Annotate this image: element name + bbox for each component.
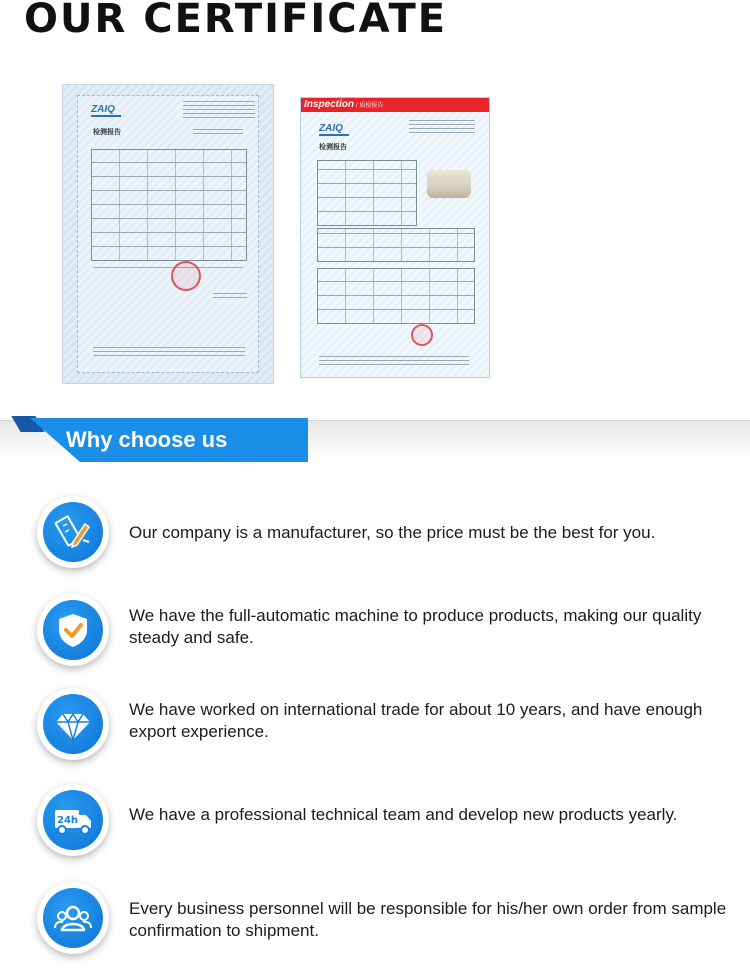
certificate-logo: ZAIQ bbox=[91, 103, 121, 117]
shoe-sample-photo bbox=[427, 170, 471, 198]
certificate-report-title: 检测报告 bbox=[319, 144, 347, 151]
diamond-icon bbox=[43, 694, 103, 754]
certificate-address-lines bbox=[183, 101, 255, 121]
certificate-footer-lines bbox=[93, 347, 245, 359]
feature-icon-badge bbox=[37, 594, 109, 666]
feature-icon-badge bbox=[37, 496, 109, 568]
feature-text: We have a professional technical team and develop new products yearly. bbox=[129, 805, 678, 824]
certificate-results-table bbox=[91, 149, 247, 261]
feature-item-technical-team bbox=[0, 780, 750, 860]
delivery-24h-icon bbox=[43, 790, 103, 850]
inspection-banner-subtitle: / 质检报告 bbox=[356, 103, 384, 109]
feature-text: Every business personnel will be responsible for his/her own order from sample confirmation to shipment. bbox=[129, 899, 727, 940]
certificate-stamp bbox=[411, 324, 433, 346]
feature-text: Our company is a manufacturer, so the price must be the best for you. bbox=[129, 523, 656, 542]
shield-check-icon bbox=[43, 600, 103, 660]
section-title: Why choose us bbox=[66, 427, 228, 452]
certificate-sample-table bbox=[317, 160, 417, 226]
certificate-stamp bbox=[171, 261, 201, 291]
certificate-results-table bbox=[317, 268, 475, 324]
certificate-report-title: 检测报告 bbox=[93, 129, 121, 136]
pencil-ruler-icon bbox=[43, 502, 103, 562]
feature-text: We have worked on international trade for about 10 years, and have enough export experience. bbox=[129, 700, 703, 741]
feature-icon-badge bbox=[37, 882, 109, 954]
feature-item-price bbox=[0, 492, 750, 572]
feature-icon-badge bbox=[37, 688, 109, 760]
page-title: OUR CERTIFICATE bbox=[24, 0, 448, 42]
inspection-banner-title: Inspection bbox=[304, 99, 355, 110]
certificate-number-lines bbox=[193, 129, 243, 137]
certificate-image-right[interactable] bbox=[300, 97, 490, 378]
feature-item-responsibility bbox=[0, 878, 750, 958]
certificate-footer-lines bbox=[319, 356, 469, 368]
certificate-signature-lines bbox=[213, 293, 247, 301]
certificate-image-left[interactable] bbox=[62, 84, 274, 384]
certificate-logo: ZAIQ bbox=[319, 122, 349, 136]
inspection-banner bbox=[301, 98, 489, 112]
feature-item-quality bbox=[0, 590, 750, 670]
certificate-info-table bbox=[317, 228, 475, 262]
certificate-remarks-lines bbox=[93, 267, 243, 271]
feature-text: We have the full-automatic machine to produce products, making our quality steady and safe. bbox=[129, 606, 702, 647]
team-users-icon bbox=[43, 888, 103, 948]
svg-text:24h: 24h bbox=[57, 815, 79, 826]
feature-item-experience bbox=[0, 684, 750, 764]
certificate-address-lines bbox=[409, 120, 475, 136]
feature-icon-badge bbox=[37, 784, 109, 856]
